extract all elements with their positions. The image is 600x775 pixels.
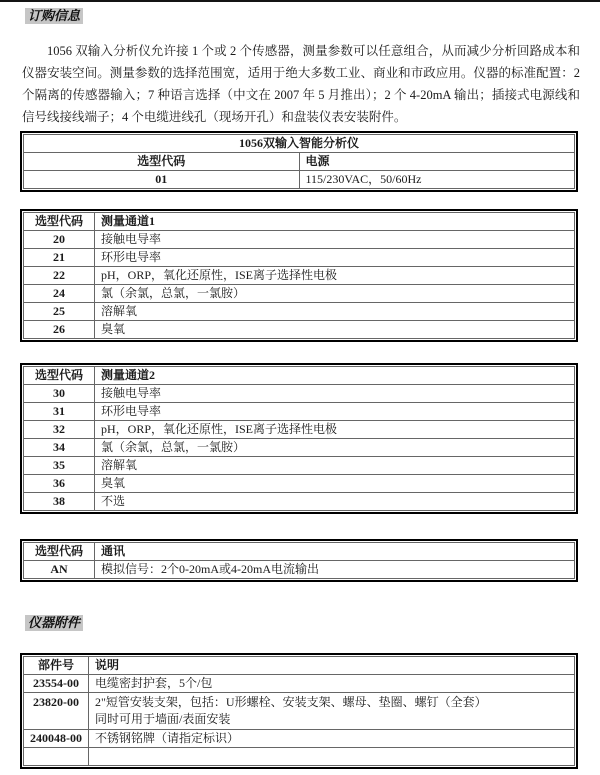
table-row [24,321,575,339]
table-row [24,693,575,730]
section-heading-accessories: 仪器附件 [25,615,83,631]
desc-cell: pH，ORP，氧化还原性，ISE离子选择性电极 [95,421,575,439]
desc-cell [89,693,575,730]
table-row [24,231,575,249]
section-ordering-info [0,0,600,25]
code-cell: 35 [24,457,95,475]
header-code-cell: 选型代码 [24,543,95,561]
desc-cell: 臭氧 [95,475,575,493]
desc-cell: 接触电导率 [95,385,575,403]
table-row [24,493,575,511]
desc-cell: 环形电导率 [95,249,575,267]
code-cell: 26 [24,321,95,339]
table-row-empty [24,748,575,766]
accessories-table [23,656,575,766]
desc-cell: 接触电导率 [95,231,575,249]
code-cell: 34 [24,439,95,457]
code-cell: 20 [24,231,95,249]
code-cell: 24 [24,285,95,303]
analyzer-table-wrapper [20,131,578,192]
code-cell: 36 [24,475,95,493]
desc-cell: pH，ORP，氧化还原性，ISE离子选择性电极 [95,267,575,285]
table-row [24,457,575,475]
table-row [24,385,575,403]
code-cell: 22 [24,267,95,285]
part-number-cell: 240048-00 [24,730,89,748]
desc-cell: 电缆密封护套，5个/包 [89,675,575,693]
code-cell: 01 [24,171,300,189]
table-row [24,421,575,439]
section-heading-ordering-info: 订购信息 [25,8,83,24]
code-cell: 38 [24,493,95,511]
table-row [24,475,575,493]
code-cell: 30 [24,385,95,403]
analyzer-table [23,134,575,189]
table-row [24,171,575,189]
code-cell: AN [24,561,95,579]
table-header-row [24,367,575,385]
part-number-cell: 23554-00 [24,675,89,693]
header-code-cell: 选型代码 [24,213,95,231]
code-cell: 25 [24,303,95,321]
desc-line-2: 同时可用于墙面/表面安装 [95,712,231,726]
channel1-table [23,212,575,339]
table-title-row [24,135,575,153]
page-top-edge-line [0,0,600,2]
part-number-cell: 23820-00 [24,693,89,730]
desc-cell: 臭氧 [95,321,575,339]
channel2-table-wrapper [20,363,578,514]
header-part-number-cell: 部件号 [24,657,89,675]
table-header-row [24,213,575,231]
table-row [24,730,575,748]
accessories-table-wrapper [20,653,578,769]
desc-cell [89,748,575,766]
analyzer-table-title: 1056双输入智能分析仪 [24,135,575,153]
header-desc-cell: 测量通道2 [95,367,575,385]
table-row [24,403,575,421]
section-accessories [0,614,600,632]
header-desc-cell: 通讯 [95,543,575,561]
header-desc-cell: 电源 [299,153,575,171]
channel2-table [23,366,575,511]
desc-cell: 氯（余氯，总氯，一氯胺） [95,439,575,457]
table-header-row [24,153,575,171]
table-row [24,285,575,303]
desc-cell: 溶解氧 [95,457,575,475]
desc-cell: 溶解氧 [95,303,575,321]
part-number-cell [24,748,89,766]
header-code-cell: 选型代码 [24,153,300,171]
desc-cell: 环形电导率 [95,403,575,421]
table-row [24,303,575,321]
desc-line-1: 2"短管安装支架，包括：U形螺栓、安装支架、螺母、垫圈、螺钉（全套） [95,695,487,709]
intro-paragraph: 1056 双输入分析仪允许接 1 个或 2 个传感器，测量参数可以任意组合，从而减少分析回路成本和仪器安装空间。测量参数的选择范围宽，适用于绝大多数工业、商业和市政应用。仪器的标准配置：2 个隔离的传感器输入；7 种语言选择（中文在 2007 年 5 月推出）；2 个 4-20mA 输出；插接式电源线和信号线接线端子；4 个电缆进线孔（现场开孔）和盘装仪表安装附件。 [22,44,580,124]
code-cell: 32 [24,421,95,439]
table-row [24,561,575,579]
header-code-cell: 选型代码 [24,367,95,385]
desc-cell: 模拟信号：2个0-20mA或4-20mA电流输出 [95,561,575,579]
communication-table [23,542,575,579]
desc-cell: 不锈钢铭牌（请指定标识） [89,730,575,748]
table-row [24,249,575,267]
communication-table-wrapper [20,539,578,582]
header-desc-cell: 测量通道1 [95,213,575,231]
header-desc-cell: 说明 [89,657,575,675]
desc-cell: 不选 [95,493,575,511]
table-row [24,675,575,693]
table-header-row [24,657,575,675]
desc-cell: 115/230VAC，50/60Hz [299,171,575,189]
code-cell: 21 [24,249,95,267]
table-header-row [24,543,575,561]
desc-cell: 氯（余氯，总氯，一氯胺） [95,285,575,303]
table-row [24,439,575,457]
channel1-table-wrapper [20,209,578,342]
table-row [24,267,575,285]
code-cell: 31 [24,403,95,421]
